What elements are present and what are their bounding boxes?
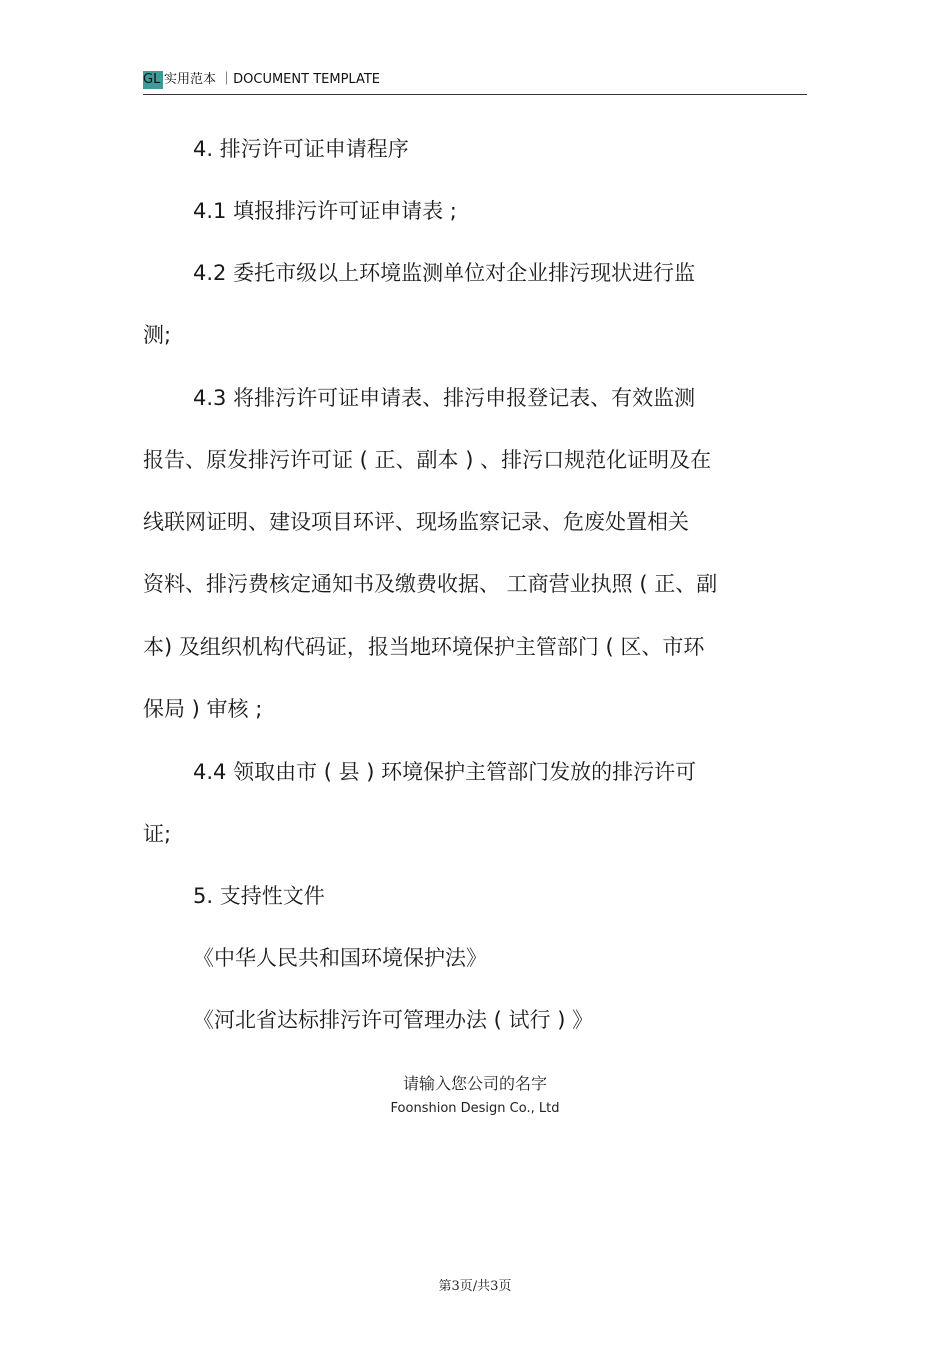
step-4-2: 4.2 委托市级以上环境监测单位对企业排污现状进行监 bbox=[193, 261, 696, 285]
reference-1: 《中华人民共和国环境保护法》 bbox=[193, 946, 487, 970]
step-4-3-cont-2: 线联网证明、建设项目环评、现场监察记录、危废处置相关 bbox=[143, 510, 689, 534]
company-name-cn: 请输入您公司的名字 bbox=[402, 1074, 547, 1093]
logo-text: GL bbox=[143, 72, 161, 87]
section-heading-5: 5. 支持性文件 bbox=[193, 884, 325, 908]
reference-2: 《河北省达标排污许可管理办法 ( 试行 ) 》 bbox=[193, 1008, 594, 1032]
page-number: 第3页/共3页 bbox=[438, 1279, 512, 1294]
step-4-4-cont: 证; bbox=[143, 822, 172, 846]
step-4-4: 4.4 领取由市 ( 县 ) 环境保护主管部门发放的排污许可 bbox=[193, 760, 697, 784]
page-header bbox=[143, 70, 807, 95]
step-4-1: 4.1 填报排污许可证申请表 ; bbox=[193, 199, 457, 223]
step-4-3-cont-1: 报告、原发排污许可证 ( 正、副本 ) 、排污口规范化证明及在 bbox=[143, 448, 712, 472]
step-4-3-cont-4: 本) 及组织机构代码证，报当地环境保护主管部门 ( 区、市环 bbox=[143, 635, 705, 659]
step-4-3-cont-3: 资料、排污费核定通知书及缴费收据、 工商营业执照 ( 正、副 bbox=[143, 572, 718, 596]
header-title: 实用范本 ｜DOCUMENT TEMPLATE bbox=[164, 72, 380, 87]
step-4-2-cont: 测; bbox=[143, 323, 172, 347]
step-4-3-cont-5: 保局 ) 审核 ; bbox=[143, 697, 263, 721]
section-heading-4: 4. 排污许可证申请程序 bbox=[193, 137, 409, 161]
step-4-3: 4.3 将排污许可证申请表、排污申报登记表、有效监测 bbox=[193, 386, 696, 410]
company-name-en: Foonshion Design Co., Ltd bbox=[390, 1101, 560, 1116]
